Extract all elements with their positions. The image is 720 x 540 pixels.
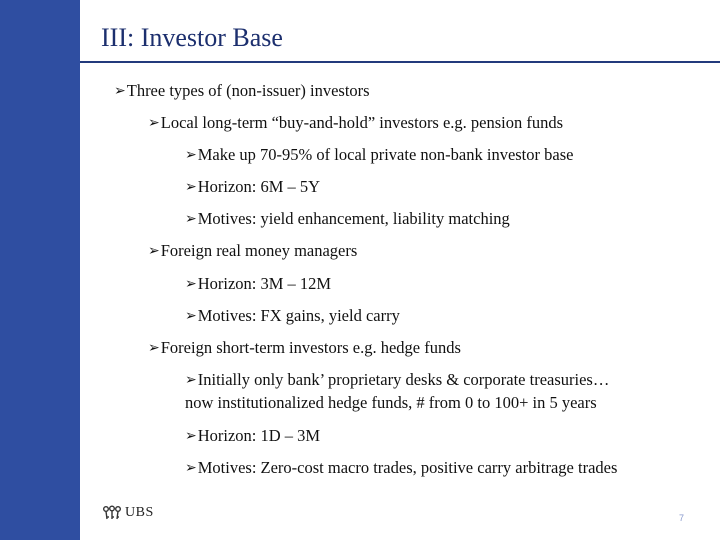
arrow-bullet-icon: ➢ bbox=[148, 244, 160, 259]
bullet-text-continuation: now institutionalized hedge funds, # from 0 to 100+ in 5 years bbox=[185, 393, 597, 412]
bullet-level3 bbox=[185, 176, 320, 199]
bullet-text: Three types of (non-issuer) investors bbox=[126, 81, 370, 100]
bullet-text: Horizon: 3M – 12M bbox=[197, 274, 332, 293]
arrow-bullet-icon: ➢ bbox=[185, 148, 197, 163]
arrow-bullet-icon: ➢ bbox=[185, 461, 197, 476]
arrow-bullet-icon: ➢ bbox=[185, 373, 197, 388]
arrow-bullet-icon: ➢ bbox=[185, 309, 197, 324]
arrow-bullet-icon: ➢ bbox=[185, 429, 197, 444]
bullet-level3 bbox=[185, 305, 400, 328]
bullet-level3 bbox=[185, 144, 573, 167]
arrow-bullet-icon: ➢ bbox=[185, 277, 197, 292]
bullet-level3 bbox=[185, 425, 320, 448]
slide-title: III: Investor Base bbox=[101, 23, 283, 52]
title-divider bbox=[80, 61, 720, 63]
bullet-text: Foreign real money managers bbox=[160, 241, 358, 260]
ubs-keys-icon bbox=[102, 505, 122, 521]
bullet-level3 bbox=[185, 457, 617, 480]
bullet-text: Initially only bank’ proprietary desks & corporate treasuries… bbox=[197, 370, 610, 389]
bullet-text: Horizon: 6M – 5Y bbox=[197, 177, 321, 196]
bullet-text: Foreign short-term investors e.g. hedge funds bbox=[160, 338, 461, 357]
arrow-bullet-icon: ➢ bbox=[114, 84, 126, 99]
bullet-level3 bbox=[185, 208, 510, 231]
bullet-level2 bbox=[148, 337, 461, 360]
arrow-bullet-icon: ➢ bbox=[185, 180, 197, 195]
bullet-level3 bbox=[185, 369, 609, 413]
page-number: 7 bbox=[679, 513, 685, 523]
bullet-text: Local long-term “buy-and-hold” investors e.g. pension funds bbox=[160, 113, 564, 132]
ubs-logo bbox=[102, 505, 154, 521]
bullet-level3 bbox=[185, 273, 331, 296]
arrow-bullet-icon: ➢ bbox=[185, 212, 197, 227]
arrow-bullet-icon: ➢ bbox=[148, 116, 160, 131]
bullet-text: Make up 70-95% of local private non-bank investor base bbox=[197, 145, 574, 164]
arrow-bullet-icon: ➢ bbox=[148, 341, 160, 356]
logo-text: UBS bbox=[125, 505, 154, 520]
bullet-text: Horizon: 1D – 3M bbox=[197, 426, 321, 445]
bullet-text: Motives: yield enhancement, liability matching bbox=[197, 209, 510, 228]
bullet-text: Motives: Zero-cost macro trades, positive carry arbitrage trades bbox=[197, 458, 618, 477]
bullet-text: Motives: FX gains, yield carry bbox=[197, 306, 400, 325]
bullet-level2 bbox=[148, 112, 563, 135]
bullet-level1 bbox=[114, 80, 370, 103]
bullet-level2 bbox=[148, 240, 357, 263]
left-color-band bbox=[0, 0, 80, 540]
